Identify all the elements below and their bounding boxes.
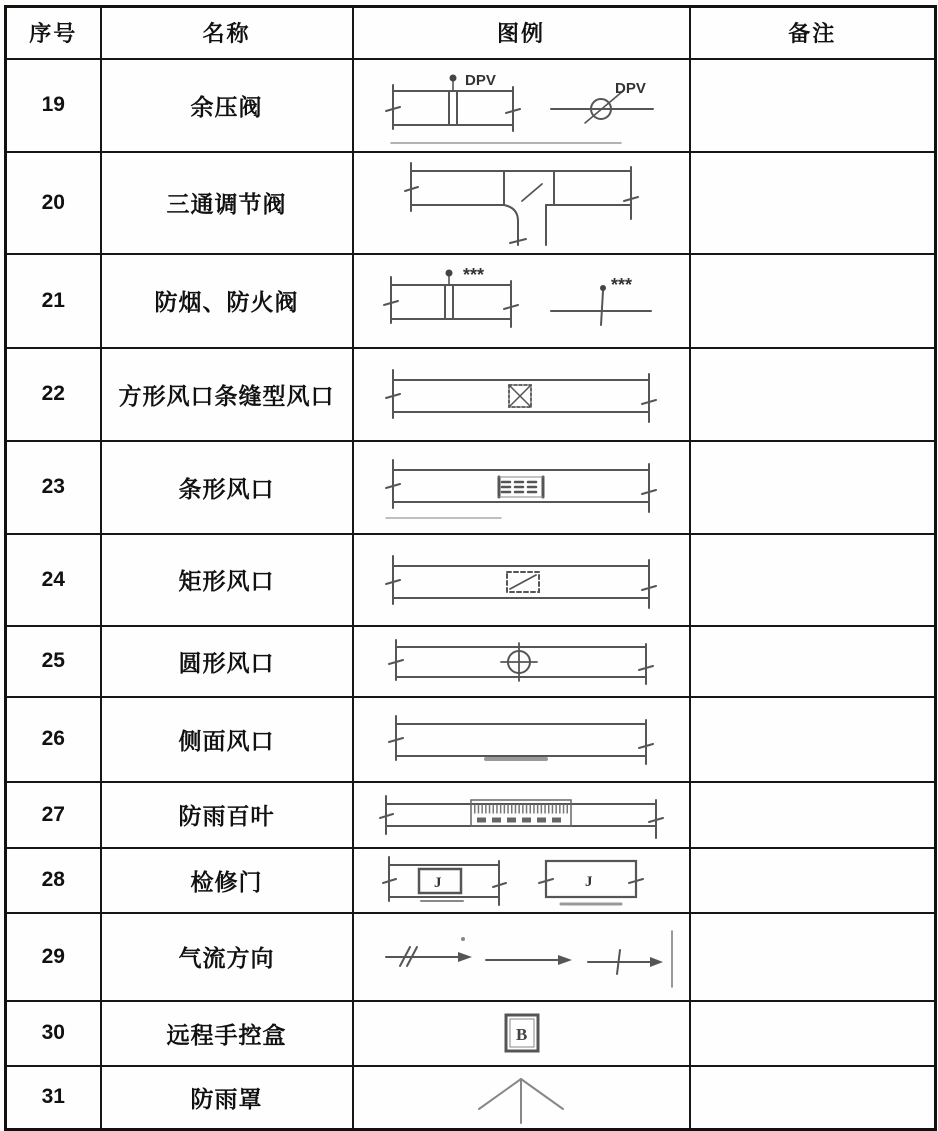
remark-cell (690, 1001, 936, 1066)
symbol-cell (353, 913, 690, 1001)
remark-cell (690, 626, 936, 697)
row-name: 侧面风口 (101, 697, 353, 782)
header-symbol: 图例 (353, 7, 690, 59)
dpv-label-right: DPV (615, 80, 646, 97)
remark-cell (690, 59, 936, 152)
symbol-cell (353, 782, 690, 848)
table-row (6, 782, 936, 848)
linear-bar-grille-icon (371, 450, 671, 524)
door-label-right: J (585, 874, 593, 890)
table-row (6, 913, 936, 1001)
symbol-cell (353, 348, 690, 441)
symbol-cell (353, 152, 690, 254)
residual-pressure-valve-icon (371, 63, 671, 147)
row-number: 20 (6, 152, 101, 254)
header-name: 名称 (101, 7, 353, 59)
symbol-cell (353, 848, 690, 913)
row-number: 31 (6, 1066, 101, 1130)
row-name: 远程手控盒 (101, 1001, 353, 1066)
remote-hand-control-box-icon (461, 1005, 581, 1061)
remark-cell (690, 782, 936, 848)
stars-label-right: *** (611, 274, 633, 295)
remark-cell (690, 913, 936, 1001)
remark-cell (690, 441, 936, 534)
symbol-cell (353, 59, 690, 152)
symbol-cell (353, 534, 690, 626)
row-number: 22 (6, 348, 101, 441)
table-row (6, 626, 936, 697)
table-row (6, 441, 936, 534)
remark-cell (690, 254, 936, 348)
box-label: B (516, 1025, 528, 1044)
row-name: 气流方向 (101, 913, 353, 1001)
row-name: 检修门 (101, 848, 353, 913)
table-row (6, 1001, 936, 1066)
symbol-cell (353, 441, 690, 534)
table-row (6, 348, 936, 441)
row-number: 24 (6, 534, 101, 626)
row-name: 矩形风口 (101, 534, 353, 626)
row-name: 防烟、防火阀 (101, 254, 353, 348)
symbol-cell (353, 626, 690, 697)
stars-label-left: *** (463, 264, 485, 285)
table-row (6, 534, 936, 626)
rain-hood-icon (411, 1067, 631, 1127)
symbol-cell (353, 697, 690, 782)
row-number: 30 (6, 1001, 101, 1066)
access-door-icon (371, 849, 671, 911)
row-number: 23 (6, 441, 101, 534)
row-number: 25 (6, 626, 101, 697)
hvac-legend-table (4, 5, 937, 1131)
remark-cell (690, 534, 936, 626)
row-number: 26 (6, 697, 101, 782)
row-name: 条形风口 (101, 441, 353, 534)
table-row (6, 848, 936, 913)
remark-cell (690, 848, 936, 913)
rectangular-grille-icon (371, 544, 671, 616)
table-row (6, 59, 936, 152)
table-row (6, 697, 936, 782)
row-name: 防雨百叶 (101, 782, 353, 848)
header-row (6, 7, 936, 59)
row-name: 余压阀 (101, 59, 353, 152)
row-name: 方形风口条缝型风口 (101, 348, 353, 441)
table-row (6, 1066, 936, 1130)
row-name: 圆形风口 (101, 626, 353, 697)
side-grille-icon (371, 706, 671, 772)
square-slot-diffuser-icon (371, 358, 671, 430)
remark-cell (690, 152, 936, 254)
remark-cell (690, 348, 936, 441)
row-number: 28 (6, 848, 101, 913)
row-name: 三通调节阀 (101, 152, 353, 254)
remark-cell (690, 1066, 936, 1130)
row-number: 29 (6, 913, 101, 1001)
header-no: 序号 (6, 7, 101, 59)
circular-diffuser-icon (371, 632, 671, 690)
symbol-cell (353, 1066, 690, 1130)
symbol-cell (353, 254, 690, 348)
weatherproof-louver-icon (371, 790, 671, 840)
table-row (6, 152, 936, 254)
row-number: 19 (6, 59, 101, 152)
airflow-direction-icon (366, 921, 676, 993)
remark-cell (690, 697, 936, 782)
door-label-left: J (434, 875, 442, 891)
dpv-label-left: DPV (465, 72, 496, 89)
header-remark: 备注 (690, 7, 936, 59)
row-name: 防雨罩 (101, 1066, 353, 1130)
row-number: 21 (6, 254, 101, 348)
three-way-regulating-valve-icon (396, 153, 646, 253)
smoke-fire-damper-icon (371, 261, 671, 341)
row-number: 27 (6, 782, 101, 848)
symbol-cell (353, 1001, 690, 1066)
table-row (6, 254, 936, 348)
